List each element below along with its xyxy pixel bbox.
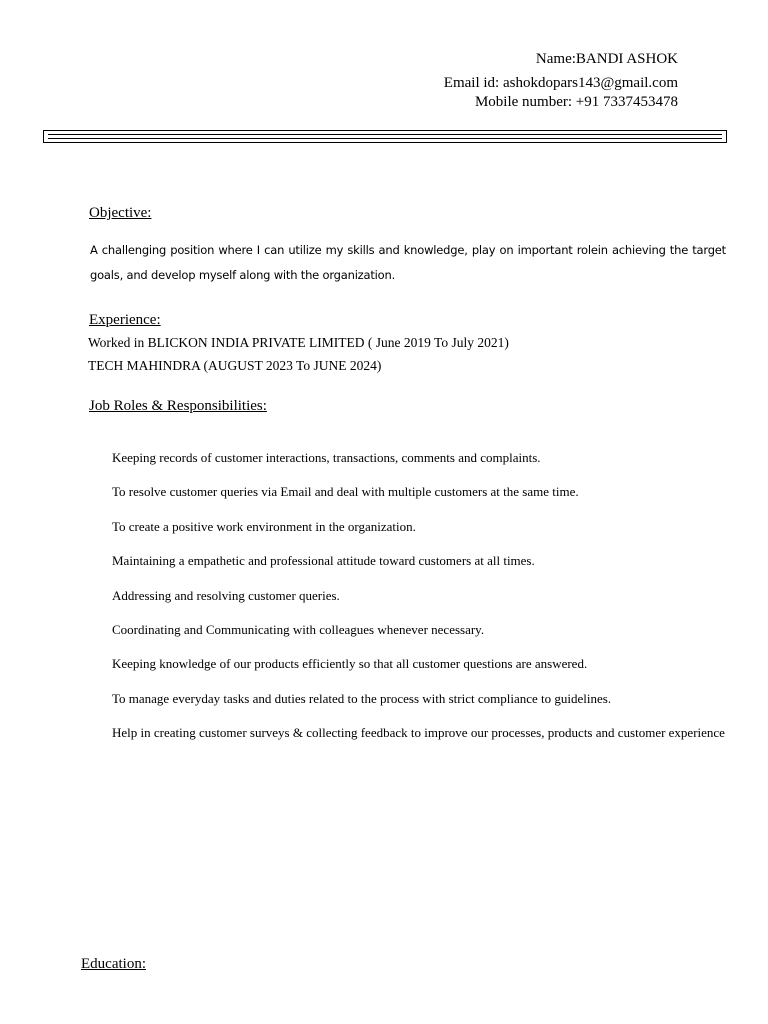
objective-heading: Objective: (89, 205, 152, 221)
responsibility-item: Addressing and resolving customer queries. (112, 587, 340, 603)
education-heading: Education: (81, 956, 146, 972)
responsibility-item: Maintaining a empathetic and professional attitude toward customers at all times. (112, 553, 535, 569)
divider-line-top (48, 134, 722, 135)
mobile-line: Mobile number: +91 7337453478 (474, 94, 678, 110)
experience-item-blickon: Worked in BLICKON INDIA PRIVATE LIMITED ( June 2019 To July 2021) (88, 335, 509, 350)
responsibility-item: To manage everyday tasks and duties related to the process with strict compliance to guidelines. (112, 690, 612, 706)
responsibilities-list (112, 450, 726, 742)
objective-text: A challenging position where I can utilize my skills and knowledge, play on important rolein achieving the target goals, and develop myself along with the organization. (90, 243, 726, 282)
responsibility-item: Help in creating customer surveys & collecting feedback to improve our processes, products and customer experience (112, 725, 725, 741)
responsibilities-heading: Job Roles & Responsibilities: (89, 398, 267, 414)
responsibility-item: To create a positive work environment in the organization. (112, 518, 416, 534)
divider-line-bottom (48, 138, 722, 139)
responsibility-item: Coordinating and Communicating with colleagues whenever necessary. (112, 621, 485, 637)
header-divider (43, 130, 727, 143)
experience-item-tech-mahindra: TECH MAHINDRA (AUGUST 2023 To JUNE 2024) (88, 358, 382, 373)
responsibility-item: Keeping knowledge of our products efficiently so that all customer questions are answered. (112, 656, 588, 672)
experience-heading: Experience: (89, 312, 161, 328)
candidate-name: Name:BANDI ASHOK (535, 51, 678, 67)
responsibility-item: To resolve customer queries via Email and deal with multiple customers at the same time. (112, 484, 579, 500)
email-line: Email id: ashokdopars143@gmail.com (443, 75, 678, 91)
responsibility-item: Keeping records of customer interactions, transactions, comments and complaints. (112, 450, 541, 465)
